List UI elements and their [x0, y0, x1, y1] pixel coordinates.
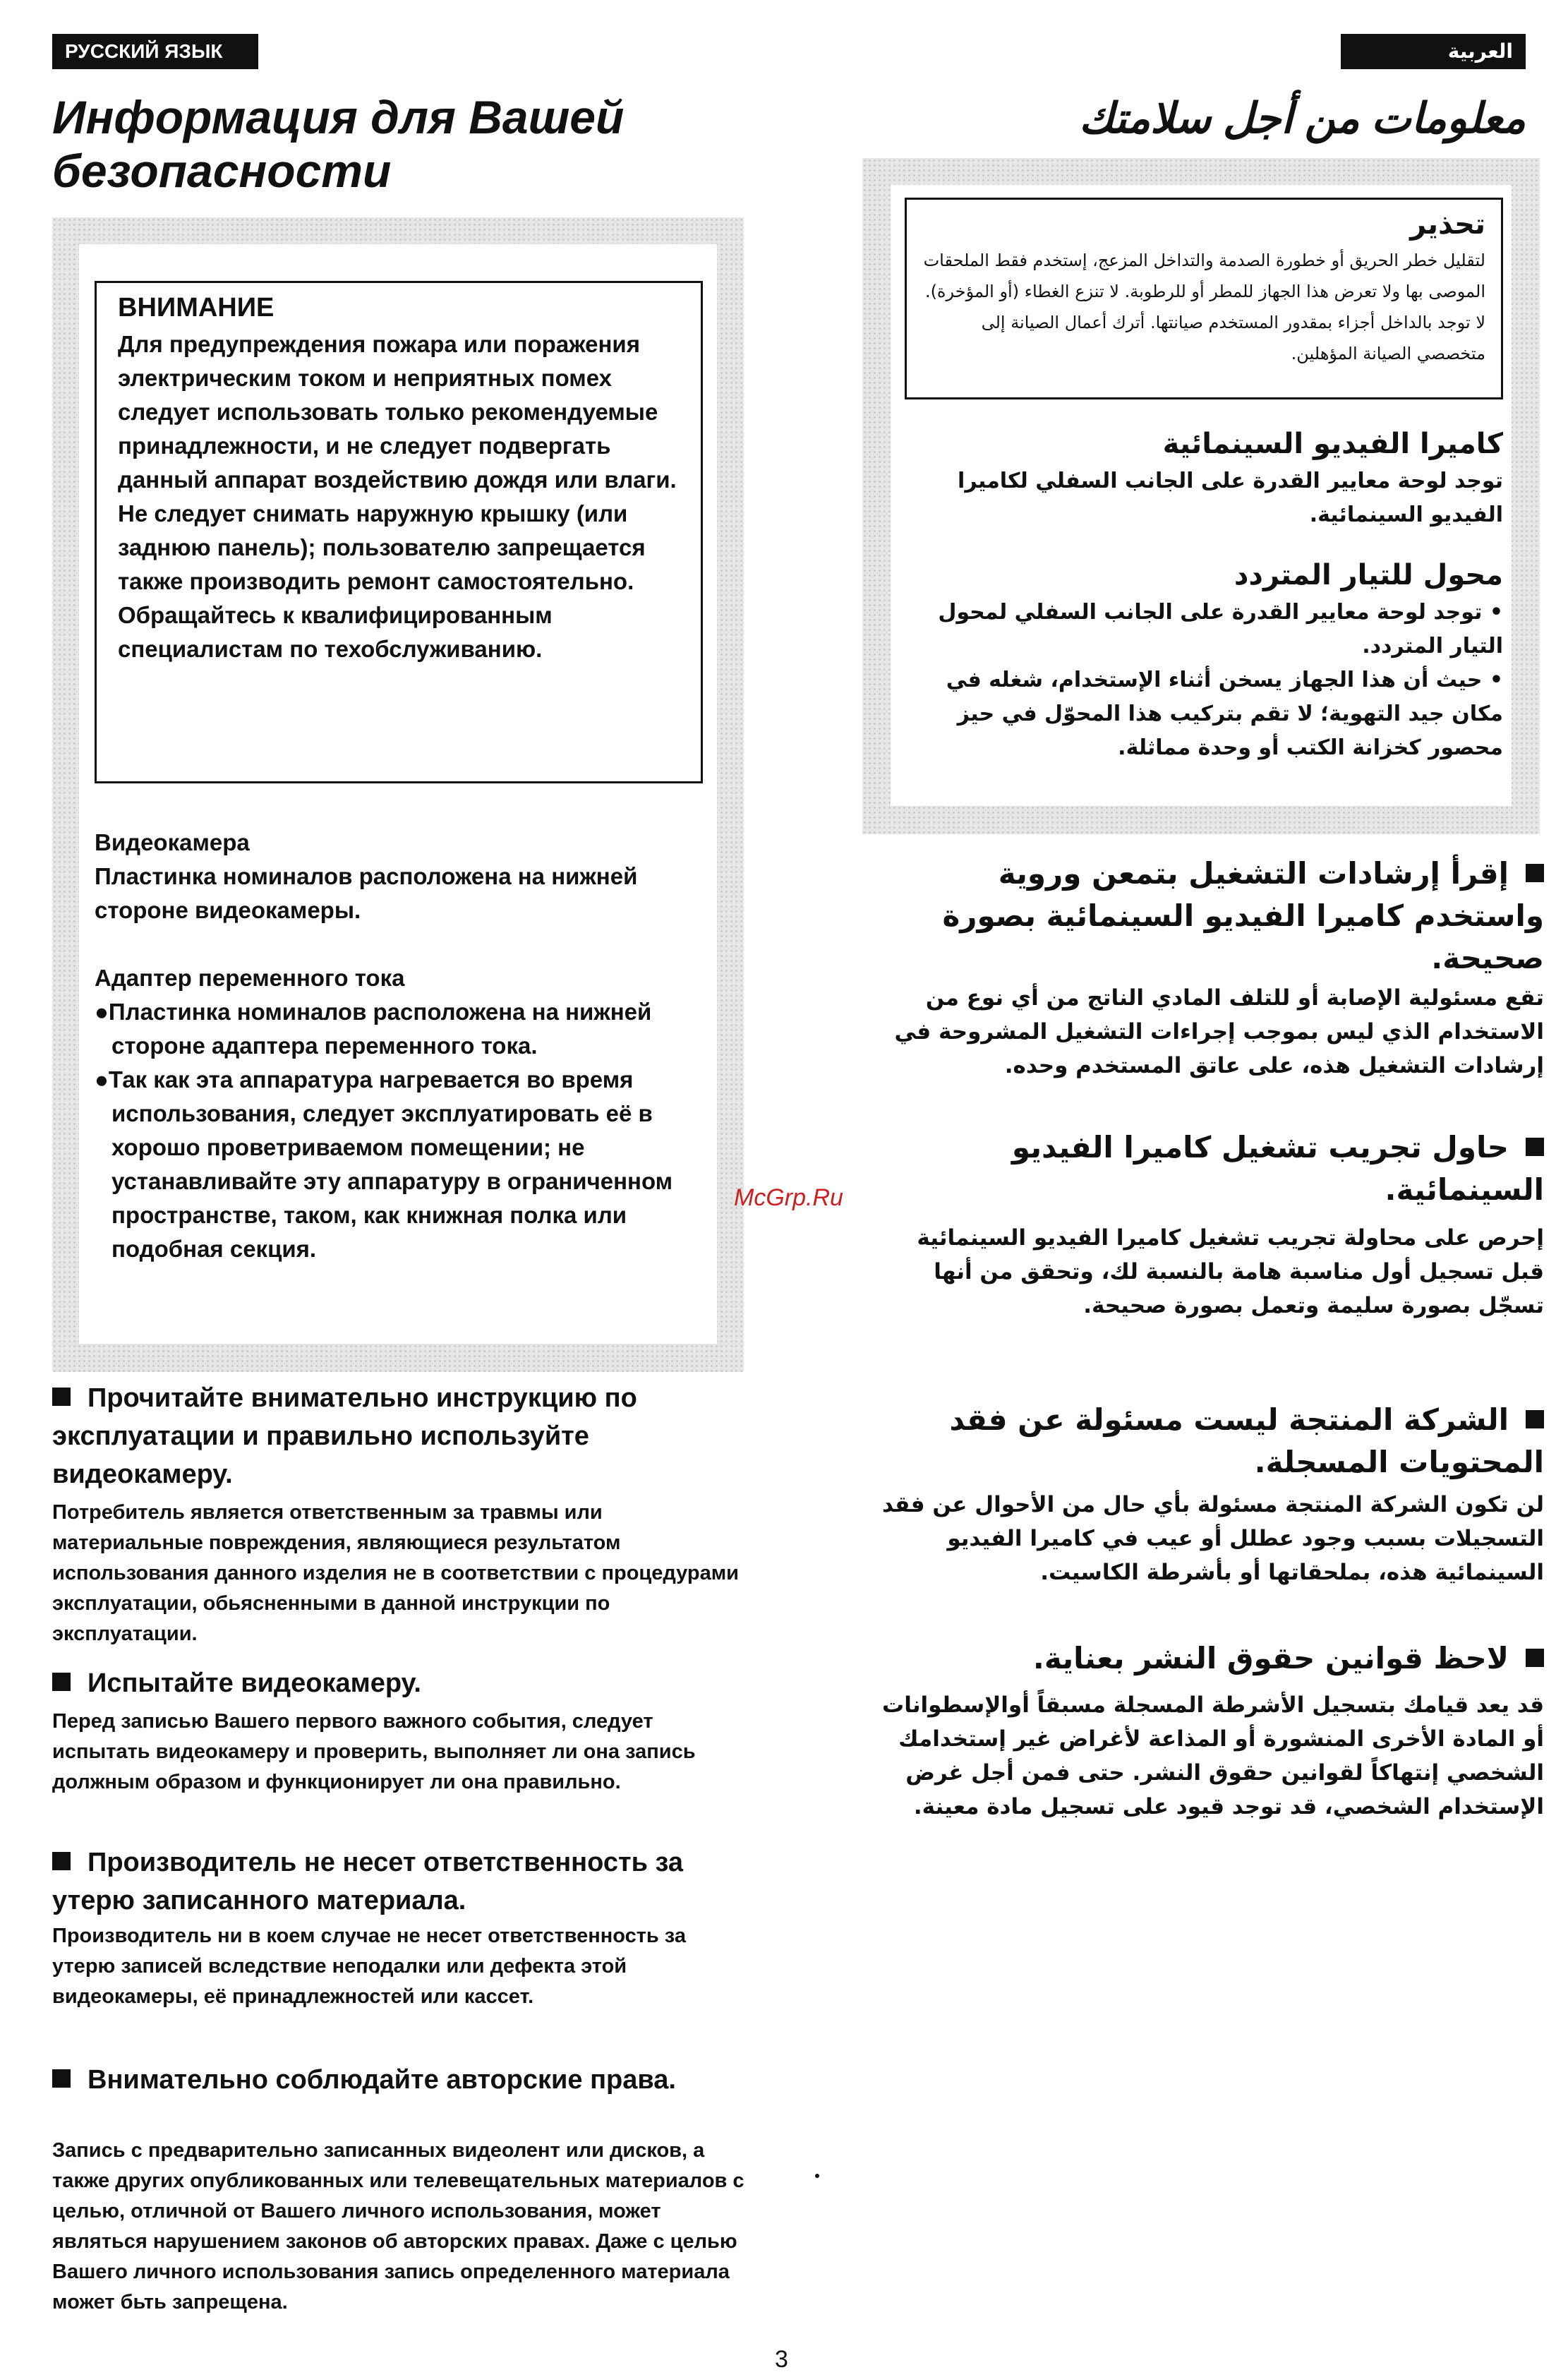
ru-section-body: Потребитель является ответственным за травмы или материальные повреждения, являющиеся результатом использования данного изделия не в соответствии с процедурами эксплуатации, обьясненными в данной инструкции по эксплуатации. [52, 1501, 740, 1645]
ar-section-body: تقع مسئولية الإصابة أو للتلف المادي الناتج من أي نوع من الاستخدام الذي ليس بموجب إجراءات التشغيل المشروحة في إرشادات التشغيل هذه، على عاتق المستخدم وحده. [894, 985, 1544, 1078]
ar-warning-heading: تحذير [1410, 208, 1485, 241]
ar-adapter-block [905, 555, 1503, 765]
ar-camera-block [905, 423, 1503, 532]
ar-section-heading-text: لاحظ قوانين حقوق النشر بعناية. [1032, 1641, 1509, 1675]
ar-camera-text: توجد لوحة معايير القدرة على الجانب السفلي لكاميرا الفيديو السينمائية. [958, 469, 1503, 527]
bullet-square-icon [1526, 864, 1544, 882]
ru-warning-heading: ВНИМАНИЕ [118, 293, 275, 323]
bullet-square-icon [1526, 1649, 1544, 1667]
bullet-square-icon [52, 1388, 71, 1406]
page-number: 3 [775, 2346, 788, 2373]
ar-section-heading-text: إقرأ إرشادات التشغيل بتمعن وروية واستخدم كاميرا الفيديو السينمائية بصورة صحيحة. [942, 856, 1544, 975]
ru-section-heading-text: Прочитайте внимательно инструкцию по эксплуатации и правильно используйте видеокамеру. [52, 1383, 637, 1489]
ru-section-heading [52, 1379, 751, 1493]
ru-warning-text: Для предупреждения пожара или поражения электрическим током и неприятных помех следует использовать только рекомендуемые принадлежности, и не следует подвергать данный аппарат воздействию дождя или влаги. Не следует снимать наружную крышку (или заднюю панель); пользователю запрещается также производить ремонт самостоятельно. Обращайтесь к квалифицированным специалистам по техобслуживанию. [118, 331, 677, 662]
ru-section-body: Перед записью Вашего первого важного события, следует испытать видеокамеру и проверить, выполняет ли она запись должным образом и функционирует ли она правильно. [52, 1710, 696, 1793]
ar-adapter-bullet: • توجد لوحة معايير القدرة على الجانب السفلي لمحول التيار المتردد. [938, 600, 1503, 658]
ar-warning-text: لتقليل خطر الحريق أو خطورة الصدمة والتداخل المزعج، إستخدم فقط الملحقات الموصى بها ولا تعرض هذا الجهاز للمطر أو للرطوبة. لا تنزع الغطاء (أو المؤخرة). لا توجد بالداخل أجزاء بمقدور المستخدم صيانتها. أترك أعمال الصيانة إلى متخصصي الصيانة المؤهلين. [923, 251, 1485, 363]
ar-section-heading [868, 1637, 1544, 1680]
ar-warning-box [905, 198, 1503, 399]
bullet-square-icon [52, 1852, 71, 1870]
watermark: McGrp.Ru [734, 1184, 843, 1211]
ru-section-heading-text: Испытайте видеокамеру. [88, 1668, 421, 1698]
ru-warning-box [95, 281, 703, 783]
ru-adapter-bullet: ●Пластинка номиналов расположена на нижней стороне адаптера переменного тока. [95, 999, 652, 1059]
ru-adapter-block [95, 961, 708, 1266]
ru-section-heading [52, 2061, 751, 2099]
ar-section-heading [868, 1399, 1544, 1484]
ru-camera-text: Пластинка номиналов расположена на нижней стороне видеокамеры. [95, 863, 638, 923]
ar-adapter-heading: محول للتيار المتردد [1234, 559, 1503, 591]
ru-language-tab: РУССКИЙ ЯЗЫК [52, 34, 258, 69]
bullet-square-icon [1526, 1410, 1544, 1428]
ar-section-heading [868, 853, 1544, 980]
ar-section-heading [868, 1126, 1544, 1211]
ru-camera-block [95, 826, 708, 927]
ru-page-title: Информация для Вашей безопасности [52, 91, 625, 197]
ru-section-heading-text: Производитель не несет ответственность за утерю записанного материала. [52, 1848, 684, 1915]
bullet-square-icon [52, 2069, 71, 2088]
bullet-square-icon [52, 1673, 71, 1691]
ar-adapter-bullet: • حيث أن هذا الجهاز يسخن أثناء الإستخدام، شغله في مكان جيد التهوية؛ لا تقم بتركيب هذا المحوّل في حيز محصور كخزانة الكتب أو وحدة مماثلة. [946, 668, 1503, 760]
ar-language-tab: العربية [1341, 34, 1526, 69]
ru-section-heading [52, 1843, 751, 1920]
ru-section-body: Запись с предварительно записанных видеолент или дисков, а также других опубликованных или телевещательных материалов с целью, отличной от Вашего личного использования, может являться нарушением законов об авторских правах. Даже с целью Вашего личного использования запись определенного материала может бьть запрещена. [52, 2139, 744, 2313]
ar-page-title: معلومات من أجل سلامتك [1079, 95, 1526, 142]
ar-section-heading-text: الشركة المنتجة ليست مسئولة عن فقد المحتويات المسجلة. [949, 1402, 1544, 1479]
ru-adapter-heading: Адаптер переменного тока [95, 965, 405, 991]
ar-section-body: إحرص على محاولة تجريب تشغيل كاميرا الفيديو السينمائية قبل تسجيل أول مناسبة هامة بالنسبة لك، وتحقق من أنها تسجّل بصورة سليمة وتعمل بصورة صحيحة. [917, 1225, 1544, 1318]
ru-section-heading [52, 1664, 751, 1702]
ar-section-body: لن تكون الشركة المنتجة مسئولة بأي حال من الأحوال عن فقد التسجيلات بسبب وجود عطلل أو عيب في كاميرا الفيديو السينمائية هذه، بملحقاتها أو بأشرطة الكاسيت. [882, 1492, 1544, 1585]
ar-camera-heading: كاميرا الفيديو السينمائية [1162, 428, 1503, 460]
ru-adapter-bullet: ●Так как эта аппаратура нагревается во время использования, следует эксплуатировать её в хорошо проветриваемом помещении; не устанавливайте эту аппаратуру в ограниченном пространстве, таком, как книжная полка или подобная секция. [95, 1066, 673, 1262]
bullet-square-icon [1526, 1138, 1544, 1156]
stray-dot [815, 2174, 819, 2178]
ru-camera-heading: Видеокамера [95, 829, 250, 855]
ar-section-heading-text: حاول تجريب تشغيل كاميرا الفيديو السينمائية. [1011, 1130, 1544, 1207]
ar-section-body: قد يعد قيامك بتسجيل الأشرطة المسجلة مسبقاً أوالإسطوانات أو المادة الأخرى المنشورة أو المذاعة لأغراض غير إستخدامك الشخصي إنتهاكاً لقوانين حقوق النشر. حتى فمن أجل غرض الإستخدام الشخصي، قد توجد قيود على تسجيل مادة معينة. [882, 1692, 1544, 1819]
ru-section-body: Производитель ни в коем случае не несет ответственность за утерю записей вследствие неподалки или дефекта этой видеокамеры, её принадлежностей или кассет. [52, 1925, 686, 2008]
ru-section-heading-text: Внимательно соблюдайте авторские права. [88, 2065, 676, 2095]
